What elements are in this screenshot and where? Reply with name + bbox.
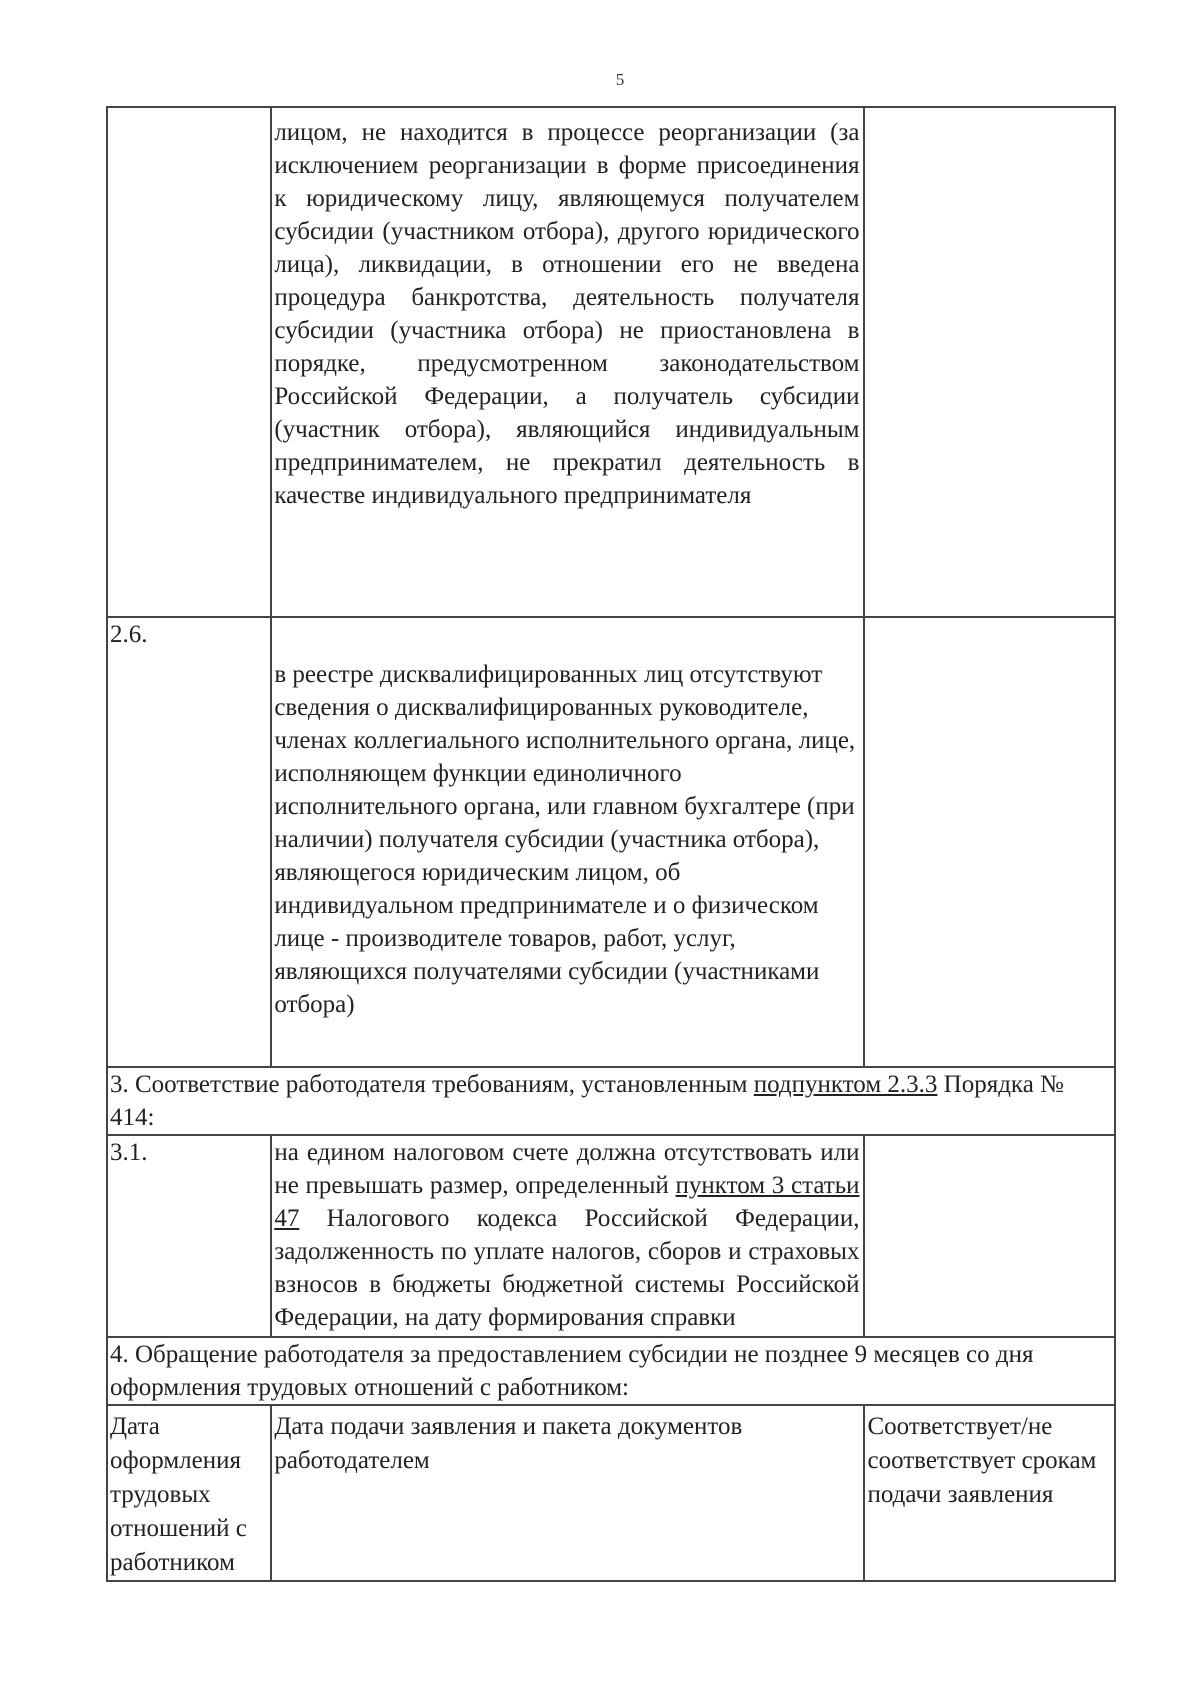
compliance-mark-cell [864, 617, 1115, 1067]
requirement-text-cell [271, 1135, 864, 1337]
compliance-mark-cell [864, 107, 1115, 617]
table-row [107, 107, 1115, 617]
requirement-text-end: Налогового кодекса Российской Федерации, задолженность по уплате налогов, сборов и страховых взносов в бюджеты бюджетной системы Российской Федерации, на дату формирования справки [274, 1205, 860, 1331]
compliance-header: Соответствует/не соответствует срокам подачи заявления [864, 1405, 1115, 1581]
section-heading-text: 3. Соответствие работодателя требованиям, установленным [110, 1071, 754, 1098]
item-number-cell: 2.6. [107, 617, 271, 1067]
section-heading-3 [107, 1067, 1115, 1135]
requirements-table [106, 106, 1116, 1582]
application-date-header: Дата подачи заявления и пакета документов работодателем [271, 1405, 864, 1581]
subclause-link[interactable]: подпунктом 2.3.3 [753, 1071, 938, 1098]
requirement-text: в реестре дисквалифицированных лиц отсутствуют сведения о дисквалифицированных руководителе, членах коллегиального исполнительного органа, лице, исполняющем функции единоличного исполнительного органа, или главном бухгалтере (при наличии) получателя субсидии (участника отбора), являющегося юридическим лицом, об индивидуальном предпринимателе и о физическом лице - производителе товаров, работ, услуг, являющихся получателями субсидии (участниками отбора) [274, 661, 856, 1018]
requirement-text-cell [271, 617, 864, 1067]
section-heading-4: 4. Обращение работодателя за предоставлением субсидии не позднее 9 месяцев со дня оформления трудовых отношений с работником: [107, 1337, 1115, 1405]
table-row [107, 617, 1115, 1067]
page-number: 5 [615, 70, 625, 89]
item-number-cell: 3.1. [107, 1135, 271, 1337]
requirement-text: на едином налоговом счете должна отсутствовать или не превышать размер, определенный [274, 1139, 860, 1199]
item-number-cell [107, 107, 271, 617]
compliance-mark-cell [864, 1135, 1115, 1337]
section-heading-text-end: Порядка № 414: [110, 1071, 1064, 1131]
section-heading-row [107, 1067, 1115, 1135]
table-row [107, 1135, 1115, 1337]
column-header-row [107, 1405, 1115, 1581]
tax-code-link[interactable]: пунктом 3 статьи 47 [274, 1172, 860, 1232]
section-heading-row [107, 1337, 1115, 1405]
requirement-text: лицом, не находится в процессе реорганизации (за исключением реорганизации в форме присоединения к юридическому лицу, являющемуся получателем субсидии (участником отбора), другого юридического лица), ликвидации, в отношении его не введена процедура банкротства, деятельность получателя субсидии (участника отбора) не приостановлена в порядке, предусмотренном законодательством Российской Федерации, а получатель субсидии (участник отбора), являющийся индивидуальным предпринимателем, не прекратил деятельность в качестве индивидуального предпринимателя [271, 107, 864, 617]
employment-date-header: Дата оформления трудовых отношений с работником [107, 1405, 271, 1581]
